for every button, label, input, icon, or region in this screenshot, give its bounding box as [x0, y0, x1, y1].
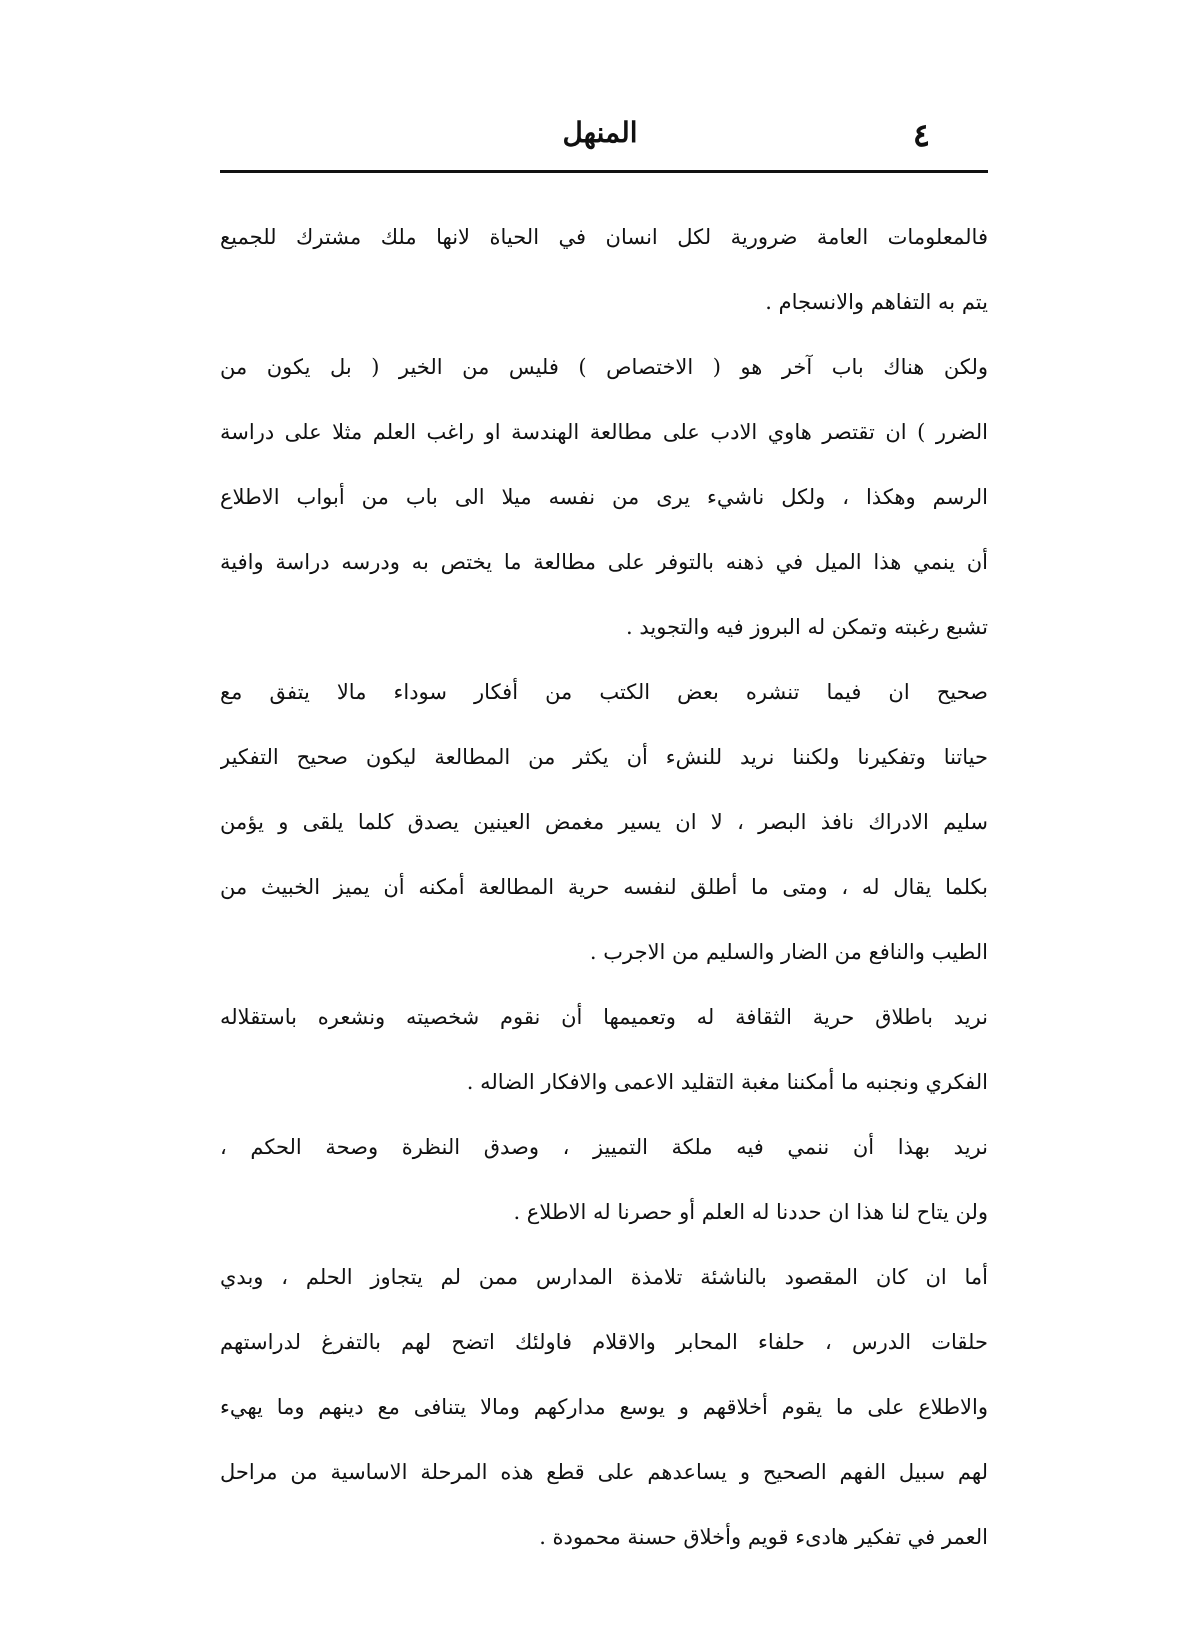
text-line: العمر في تفكير هادىء قويم وأخلاق حسنة محمودة . [539, 1525, 988, 1549]
running-title: المنهل [562, 116, 638, 149]
text-line: أن ينمي هذا الميل في ذهنه بالتوفر على مطالعة ما يختص به ودرسه دراسة وافية [220, 550, 988, 574]
text-line: صحيح ان فيما تنشره بعض الكتب من أفكار سوداء مالا يتفق مع [220, 680, 988, 704]
page-header [215, 110, 985, 170]
text-line: يتم به التفاهم والانسجام . [765, 290, 988, 314]
text-line: الفكري ونجنبه ما أمكننا مغبة التقليد الاعمى والافكار الضاله . [466, 1070, 988, 1094]
text-line: والاطلاع على ما يقوم أخلاقهم و يوسع مداركهم ومالا يتنافى مع دينهم وما يهيء [220, 1395, 988, 1419]
body-text [220, 205, 988, 1570]
text-line: نريد بهذا أن ننمي فيه ملكة التمييز ، وصدق النظرة وصحة الحكم ، [220, 1135, 988, 1159]
header-rule [220, 170, 988, 173]
text-line: حياتنا وتفكيرنا ولكننا نريد للنشء أن يكثر من المطالعة ليكون صحيح التفكير [220, 745, 988, 769]
text-line: بكلما يقال له ، ومتى ما أطلق لنفسه حرية المطالعة أمكنه أن يميز الخبيث من [220, 875, 988, 899]
text-line: فالمعلومات العامة ضرورية لكل انسان في الحياة لانها ملك مشترك للجميع [220, 225, 988, 249]
text-line: حلقات الدرس ، حلفاء المحابر والاقلام فاولئك اتضح لهم بالتفرغ لدراستهم [220, 1330, 988, 1354]
text-line: ولكن هناك باب آخر هو ( الاختصاص ) فليس من الخير ( بل يكون من [220, 355, 988, 379]
page-number: ٤ [912, 116, 930, 154]
text-line: أما ان كان المقصود بالناشئة تلامذة المدارس ممن لم يتجاوز الحلم ، وبدي [220, 1265, 988, 1289]
text-line: سليم الادراك نافذ البصر ، لا ان يسير مغمض العينين يصدق كلما يلقى و يؤمن [220, 810, 988, 834]
text-line: ولن يتاح لنا هذا ان حددنا له العلم أو حصرنا له الاطلاع . [513, 1200, 988, 1224]
text-line: الطيب والنافع من الضار والسليم من الاجرب . [589, 940, 988, 964]
text-line: الضرر ) ان تقتصر هاوي الادب على مطالعة الهندسة او راغب العلم مثلا على دراسة [220, 420, 988, 444]
text-line: نريد باطلاق حرية الثقافة له وتعميمها أن نقوم شخصيته ونشعره باستقلاله [220, 1005, 988, 1029]
text-line: تشبع رغبته وتمكن له البروز فيه والتجويد . [626, 615, 988, 639]
text-line: لهم سبيل الفهم الصحيح و يساعدهم على قطع هذه المرحلة الاساسية من مراحل [220, 1460, 988, 1484]
text-line: الرسم وهكذا ، ولكل ناشيء يرى من نفسه ميلا الى باب من أبواب الاطلاع [220, 485, 988, 509]
